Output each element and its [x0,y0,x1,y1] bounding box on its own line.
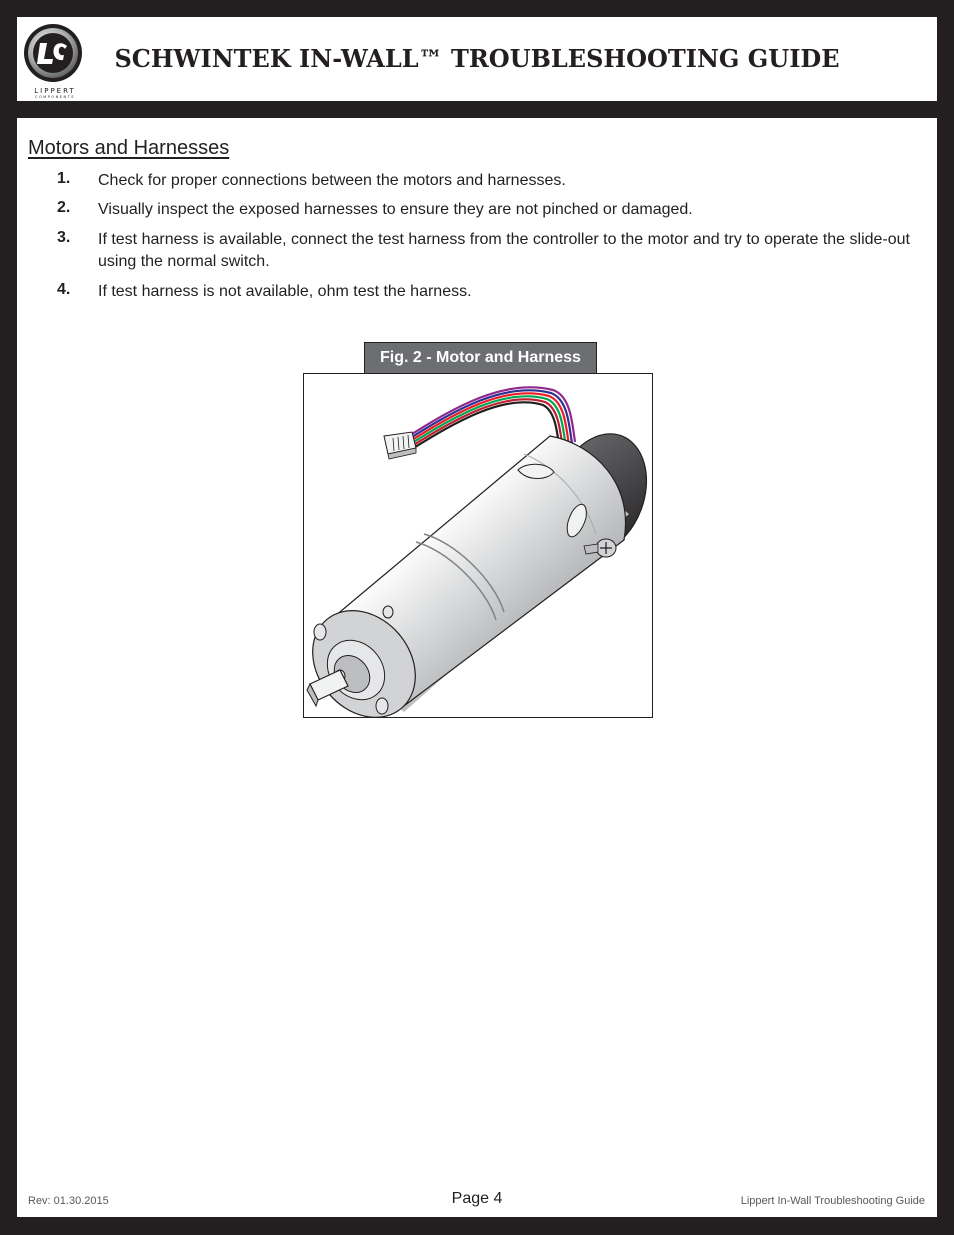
logo-subtext: COMPONENTS [35,95,75,99]
step-number: 4. [57,281,71,298]
step-text: Check for proper connections between the motors and harnesses. [98,172,566,189]
page-number: Page 4 [451,1190,503,1207]
step-text: If test harness is not available, ohm test the harness. [98,283,472,300]
section-heading: Motors and Harnesses [28,137,230,159]
figure-caption: Fig. 2 - Motor and Harness [364,342,597,374]
content-area [17,118,937,1217]
step-number: 1. [57,170,71,187]
motor-harness-illustration [304,374,652,717]
revision-date: Rev: 01.30.2015 [28,1195,109,1207]
logo-wordmark: LIPPERT [34,87,76,95]
figure-frame [303,373,653,718]
step-text: If test harness is available, connect the test harness from the controller to the motor and try to operate the slide-out using the normal switch. [98,231,910,270]
guide-name: Lippert In-Wall Troubleshooting Guide [740,1195,925,1207]
step-number: 3. [57,229,71,246]
page-title: SCHWINTEK IN-WALL™ TROUBLESHOOTING GUIDE [114,44,840,73]
step-number: 2. [57,199,71,216]
page-header [17,17,937,101]
step-text: Visually inspect the exposed harnesses to ensure they are not pinched or damaged. [98,201,693,218]
